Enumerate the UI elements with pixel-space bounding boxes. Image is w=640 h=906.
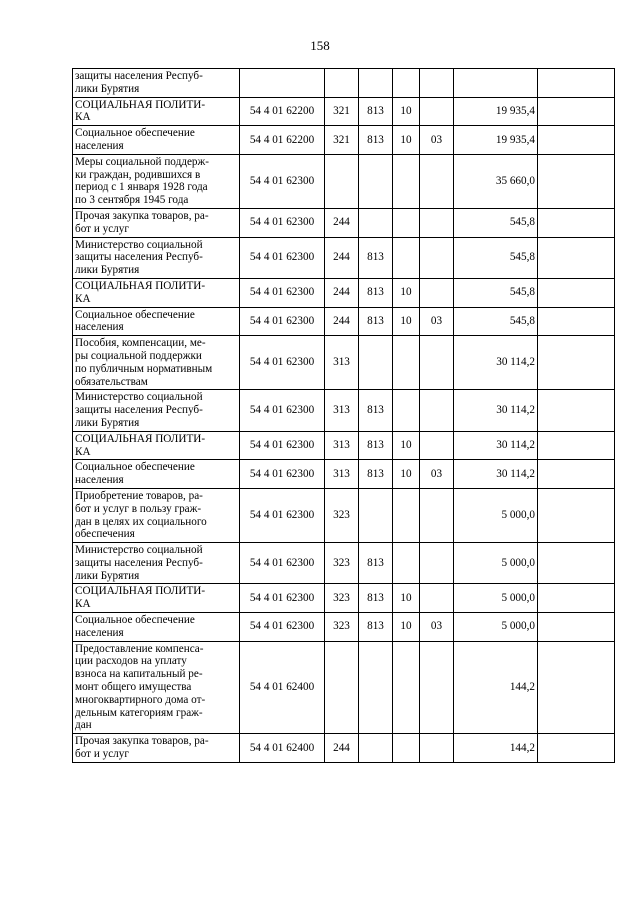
expense-type-cell: 321	[325, 97, 359, 126]
subsection-cell	[420, 208, 454, 237]
table-row	[73, 97, 615, 126]
subsection-cell	[420, 69, 454, 98]
subsection-cell: 03	[420, 460, 454, 489]
empty-cell	[538, 126, 615, 155]
empty-cell	[538, 543, 615, 584]
row-name-cell: Министерство социальной защиты населения Респуб- лики Бурятия	[73, 543, 240, 584]
amount-cell: 5 000,0	[454, 613, 538, 642]
department-cell	[359, 488, 393, 542]
empty-cell	[538, 307, 615, 336]
department-cell	[359, 641, 393, 734]
amount-cell: 5 000,0	[454, 488, 538, 542]
department-cell: 813	[359, 613, 393, 642]
expense-type-cell	[325, 641, 359, 734]
target-code-cell: 54 4 01 62200	[240, 97, 325, 126]
subsection-cell: 03	[420, 126, 454, 155]
target-code-cell: 54 4 01 62300	[240, 460, 325, 489]
department-cell	[359, 734, 393, 763]
row-name-cell: Предоставление компенса- ции расходов на уплату взноса на капитальный ре- монт общего имущества многоквартирного дома от- дельным категориям граж- дан	[73, 641, 240, 734]
table-row	[73, 460, 615, 489]
department-cell	[359, 69, 393, 98]
target-code-cell: 54 4 01 62200	[240, 126, 325, 155]
row-name-cell: Прочая закупка товаров, ра- бот и услуг	[73, 208, 240, 237]
section-cell	[393, 69, 420, 98]
expense-type-cell: 244	[325, 734, 359, 763]
expense-type-cell: 323	[325, 543, 359, 584]
subsection-cell	[420, 390, 454, 431]
row-name-cell: СОЦИАЛЬНАЯ ПОЛИТИ- КА	[73, 584, 240, 613]
expense-type-cell: 244	[325, 208, 359, 237]
empty-cell	[538, 584, 615, 613]
section-cell	[393, 390, 420, 431]
empty-cell	[538, 613, 615, 642]
target-code-cell: 54 4 01 62300	[240, 278, 325, 307]
section-cell	[393, 336, 420, 390]
target-code-cell: 54 4 01 62300	[240, 208, 325, 237]
table-row	[73, 584, 615, 613]
budget-table	[72, 68, 615, 763]
target-code-cell: 54 4 01 62300	[240, 543, 325, 584]
department-cell: 813	[359, 237, 393, 278]
row-name-cell: СОЦИАЛЬНАЯ ПОЛИТИ- КА	[73, 431, 240, 460]
row-name-cell: Пособия, компенсации, ме- ры социальной поддержки по публичным нормативным обязательствам	[73, 336, 240, 390]
section-cell: 10	[393, 126, 420, 155]
amount-cell	[454, 69, 538, 98]
empty-cell	[538, 237, 615, 278]
empty-cell	[538, 208, 615, 237]
expense-type-cell: 323	[325, 584, 359, 613]
amount-cell: 30 114,2	[454, 460, 538, 489]
section-cell	[393, 237, 420, 278]
expense-type-cell: 321	[325, 126, 359, 155]
expense-type-cell: 313	[325, 431, 359, 460]
amount-cell: 545,8	[454, 237, 538, 278]
expense-type-cell: 313	[325, 390, 359, 431]
section-cell: 10	[393, 307, 420, 336]
table-row	[73, 431, 615, 460]
row-name-cell: Министерство социальной защиты населения Респуб- лики Бурятия	[73, 390, 240, 431]
target-code-cell: 54 4 01 62300	[240, 584, 325, 613]
empty-cell	[538, 390, 615, 431]
expense-type-cell: 244	[325, 278, 359, 307]
department-cell: 813	[359, 584, 393, 613]
amount-cell: 545,8	[454, 307, 538, 336]
empty-cell	[538, 336, 615, 390]
section-cell: 10	[393, 584, 420, 613]
row-name-cell: Прочая закупка товаров, ра- бот и услуг	[73, 734, 240, 763]
table-row	[73, 336, 615, 390]
target-code-cell: 54 4 01 62300	[240, 154, 325, 208]
table-row	[73, 126, 615, 155]
subsection-cell	[420, 154, 454, 208]
empty-cell	[538, 488, 615, 542]
empty-cell	[538, 69, 615, 98]
table-row	[73, 69, 615, 98]
subsection-cell	[420, 336, 454, 390]
expense-type-cell	[325, 154, 359, 208]
table-row	[73, 390, 615, 431]
department-cell: 813	[359, 307, 393, 336]
subsection-cell	[420, 278, 454, 307]
empty-cell	[538, 734, 615, 763]
section-cell	[393, 488, 420, 542]
page-number: 158	[310, 38, 330, 53]
empty-cell	[538, 278, 615, 307]
department-cell: 813	[359, 460, 393, 489]
expense-type-cell: 313	[325, 460, 359, 489]
subsection-cell	[420, 734, 454, 763]
subsection-cell	[420, 97, 454, 126]
target-code-cell: 54 4 01 62300	[240, 237, 325, 278]
department-cell	[359, 208, 393, 237]
target-code-cell: 54 4 01 62400	[240, 734, 325, 763]
row-name-cell: Министерство социальной защиты населения Респуб- лики Бурятия	[73, 237, 240, 278]
department-cell: 813	[359, 543, 393, 584]
target-code-cell: 54 4 01 62300	[240, 390, 325, 431]
expense-type-cell: 323	[325, 613, 359, 642]
table-row	[73, 734, 615, 763]
amount-cell: 144,2	[454, 734, 538, 763]
amount-cell: 5 000,0	[454, 584, 538, 613]
target-code-cell: 54 4 01 62300	[240, 336, 325, 390]
empty-cell	[538, 460, 615, 489]
table-body	[73, 69, 615, 763]
empty-cell	[538, 97, 615, 126]
section-cell	[393, 208, 420, 237]
target-code-cell: 54 4 01 62300	[240, 613, 325, 642]
target-code-cell: 54 4 01 62400	[240, 641, 325, 734]
row-name-cell: СОЦИАЛЬНАЯ ПОЛИТИ- КА	[73, 278, 240, 307]
row-name-cell: защиты населения Респуб- лики Бурятия	[73, 69, 240, 98]
amount-cell: 545,8	[454, 278, 538, 307]
row-name-cell: Социальное обеспечение населения	[73, 307, 240, 336]
subsection-cell	[420, 543, 454, 584]
department-cell: 813	[359, 431, 393, 460]
department-cell	[359, 154, 393, 208]
table-row	[73, 641, 615, 734]
table-row	[73, 488, 615, 542]
target-code-cell	[240, 69, 325, 98]
section-cell	[393, 543, 420, 584]
target-code-cell: 54 4 01 62300	[240, 307, 325, 336]
subsection-cell	[420, 431, 454, 460]
department-cell: 813	[359, 97, 393, 126]
row-name-cell: Социальное обеспечение населения	[73, 126, 240, 155]
row-name-cell: Меры социальной поддерж- ки граждан, родившихся в период с 1 января 1928 года по 3 сентября 1945 года	[73, 154, 240, 208]
table-row	[73, 307, 615, 336]
target-code-cell: 54 4 01 62300	[240, 488, 325, 542]
subsection-cell: 03	[420, 307, 454, 336]
section-cell	[393, 734, 420, 763]
expense-type-cell: 244	[325, 237, 359, 278]
amount-cell: 19 935,4	[454, 126, 538, 155]
row-name-cell: Социальное обеспечение населения	[73, 613, 240, 642]
department-cell: 813	[359, 126, 393, 155]
section-cell: 10	[393, 613, 420, 642]
section-cell	[393, 641, 420, 734]
department-cell: 813	[359, 278, 393, 307]
section-cell: 10	[393, 460, 420, 489]
amount-cell: 545,8	[454, 208, 538, 237]
subsection-cell	[420, 641, 454, 734]
target-code-cell: 54 4 01 62300	[240, 431, 325, 460]
amount-cell: 30 114,2	[454, 390, 538, 431]
subsection-cell: 03	[420, 613, 454, 642]
section-cell: 10	[393, 97, 420, 126]
empty-cell	[538, 154, 615, 208]
department-cell: 813	[359, 390, 393, 431]
subsection-cell	[420, 584, 454, 613]
row-name-cell: СОЦИАЛЬНАЯ ПОЛИТИ- КА	[73, 97, 240, 126]
expense-type-cell	[325, 69, 359, 98]
subsection-cell	[420, 488, 454, 542]
expense-type-cell: 244	[325, 307, 359, 336]
amount-cell: 35 660,0	[454, 154, 538, 208]
expense-type-cell: 313	[325, 336, 359, 390]
table-row	[73, 278, 615, 307]
section-cell: 10	[393, 431, 420, 460]
amount-cell: 19 935,4	[454, 97, 538, 126]
amount-cell: 5 000,0	[454, 543, 538, 584]
table-row	[73, 208, 615, 237]
amount-cell: 30 114,2	[454, 431, 538, 460]
row-name-cell: Приобретение товаров, ра- бот и услуг в пользу граж- дан в целях их социального обеспечения	[73, 488, 240, 542]
department-cell	[359, 336, 393, 390]
table-row	[73, 154, 615, 208]
table-row	[73, 613, 615, 642]
row-name-cell: Социальное обеспечение населения	[73, 460, 240, 489]
expense-type-cell: 323	[325, 488, 359, 542]
section-cell: 10	[393, 278, 420, 307]
amount-cell: 144,2	[454, 641, 538, 734]
table-row	[73, 543, 615, 584]
empty-cell	[538, 641, 615, 734]
subsection-cell	[420, 237, 454, 278]
empty-cell	[538, 431, 615, 460]
section-cell	[393, 154, 420, 208]
table-row	[73, 237, 615, 278]
amount-cell: 30 114,2	[454, 336, 538, 390]
